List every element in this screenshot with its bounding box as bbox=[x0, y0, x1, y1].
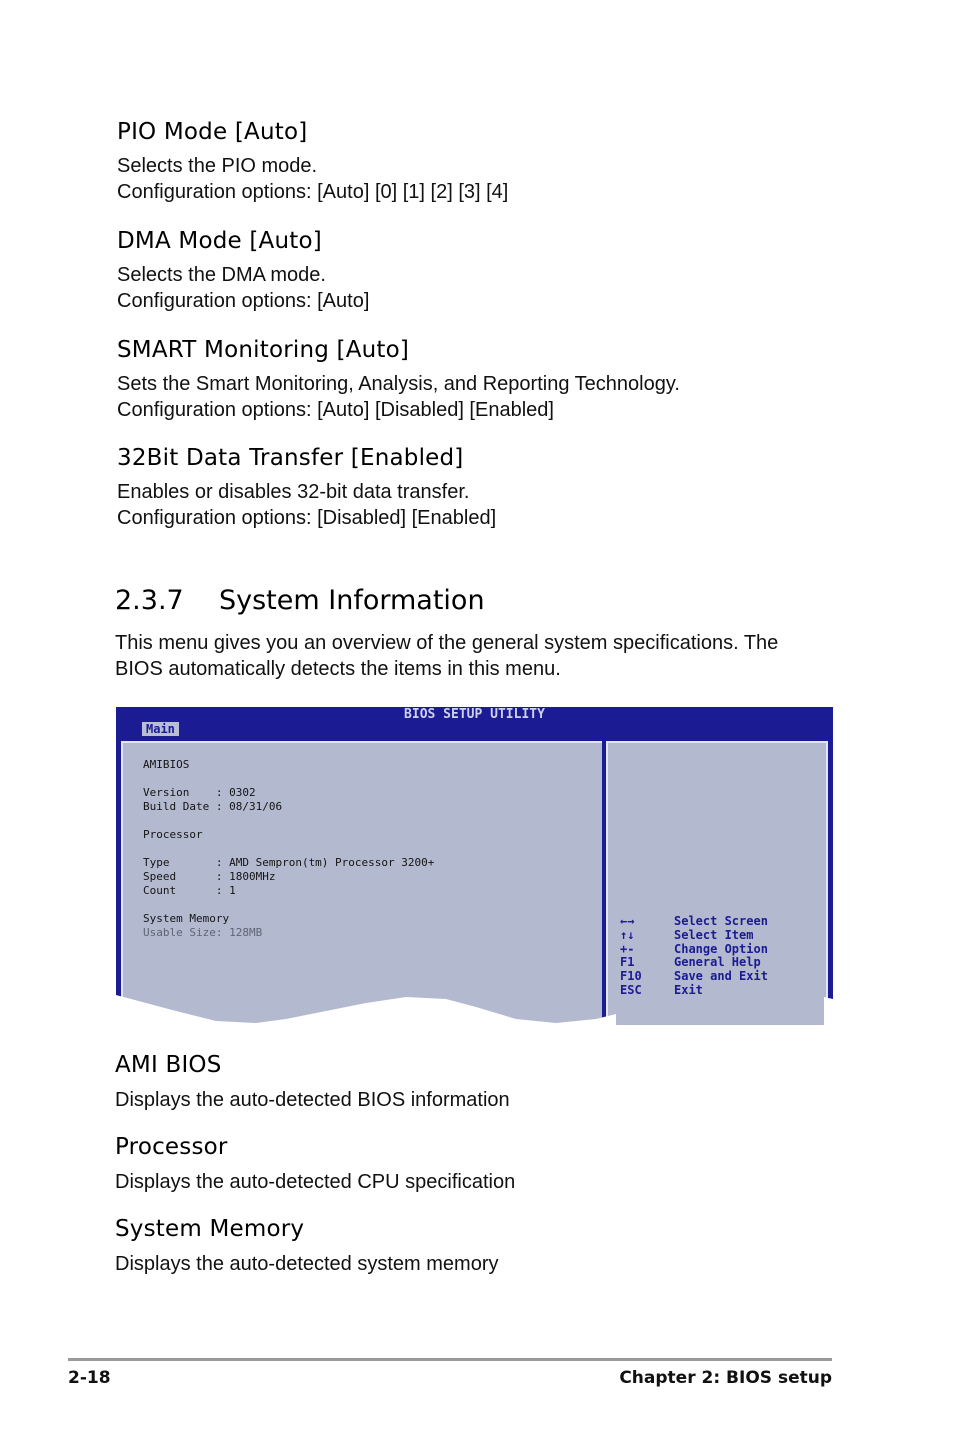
section-title-smart-monitoring: SMART Monitoring [Auto] bbox=[117, 337, 410, 363]
bios-tab-main[interactable]: Main bbox=[142, 722, 179, 736]
intro-text: BIOS automatically detects the items in this menu. bbox=[115, 658, 561, 680]
item-text: Displays the auto-detected CPU specification bbox=[115, 1171, 516, 1193]
section-text: Selects the DMA mode. bbox=[117, 264, 326, 286]
bios-line: Type : AMD Sempron(tm) Processor 3200+ bbox=[143, 856, 435, 869]
bios-title: BIOS SETUP UTILITY bbox=[404, 707, 545, 722]
item-title-system-memory: System Memory bbox=[115, 1216, 305, 1242]
chapter-label: Chapter 2: BIOS setup bbox=[619, 1368, 832, 1388]
section-text: Configuration options: [Auto] [0] [1] [2] [3] [4] bbox=[117, 181, 509, 203]
chapter-heading bbox=[115, 585, 485, 616]
key-label: ←→ bbox=[620, 914, 635, 928]
bios-line: Speed : 1800MHz bbox=[143, 870, 276, 883]
section-text: Configuration options: [Disabled] [Enabled] bbox=[117, 507, 497, 529]
section-text: Enables or disables 32-bit data transfer. bbox=[117, 481, 470, 503]
key-label: F10 bbox=[620, 969, 642, 984]
heading-title: System Information bbox=[219, 585, 485, 616]
footer-rule bbox=[68, 1358, 832, 1361]
key-label: ESC bbox=[620, 982, 642, 997]
page-number: 2-18 bbox=[68, 1368, 111, 1388]
section-title-pio-mode: PIO Mode [Auto] bbox=[117, 119, 308, 145]
key-action: General Help bbox=[674, 955, 761, 970]
key-action: Exit bbox=[674, 982, 703, 997]
key-action: Select Screen bbox=[674, 914, 768, 928]
section-text: Selects the PIO mode. bbox=[117, 155, 318, 177]
section-title-32bit-transfer: 32Bit Data Transfer [Enabled] bbox=[117, 445, 464, 471]
section-title-dma-mode: DMA Mode [Auto] bbox=[117, 228, 322, 254]
key-label: ↑↓ bbox=[620, 927, 635, 942]
heading-number: 2.3.7 bbox=[115, 585, 184, 616]
item-title-ami-bios: AMI BIOS bbox=[115, 1052, 222, 1078]
bios-line: Build Date : 08/31/06 bbox=[143, 800, 283, 813]
bios-line: Count : 1 bbox=[143, 884, 236, 897]
section-text: Configuration options: [Auto] [Disabled] [Enabled] bbox=[117, 399, 554, 421]
key-action: Save and Exit bbox=[674, 969, 768, 984]
key-label: F1 bbox=[620, 955, 635, 970]
key-action: Change Option bbox=[674, 941, 768, 956]
bios-line: Version : 0302 bbox=[143, 786, 256, 799]
key-action: Select Item bbox=[674, 927, 754, 942]
item-title-processor: Processor bbox=[115, 1134, 228, 1160]
bios-line: AMIBIOS bbox=[143, 758, 190, 771]
bios-screenshot bbox=[116, 707, 833, 1025]
item-text: Displays the auto-detected BIOS information bbox=[115, 1089, 510, 1111]
bios-line-dim: Usable Size: 128MB bbox=[143, 926, 263, 939]
key-label: +- bbox=[620, 941, 635, 956]
torn-edge-mask bbox=[116, 707, 833, 1025]
item-text: Displays the auto-detected system memory bbox=[115, 1253, 499, 1275]
bios-line: Processor bbox=[143, 828, 203, 841]
intro-text: This menu gives you an overview of the general system specifications. The bbox=[115, 632, 779, 654]
bios-line: System Memory bbox=[143, 912, 230, 925]
section-text: Configuration options: [Auto] bbox=[117, 290, 370, 312]
section-text: Sets the Smart Monitoring, Analysis, and Reporting Technology. bbox=[117, 373, 680, 395]
